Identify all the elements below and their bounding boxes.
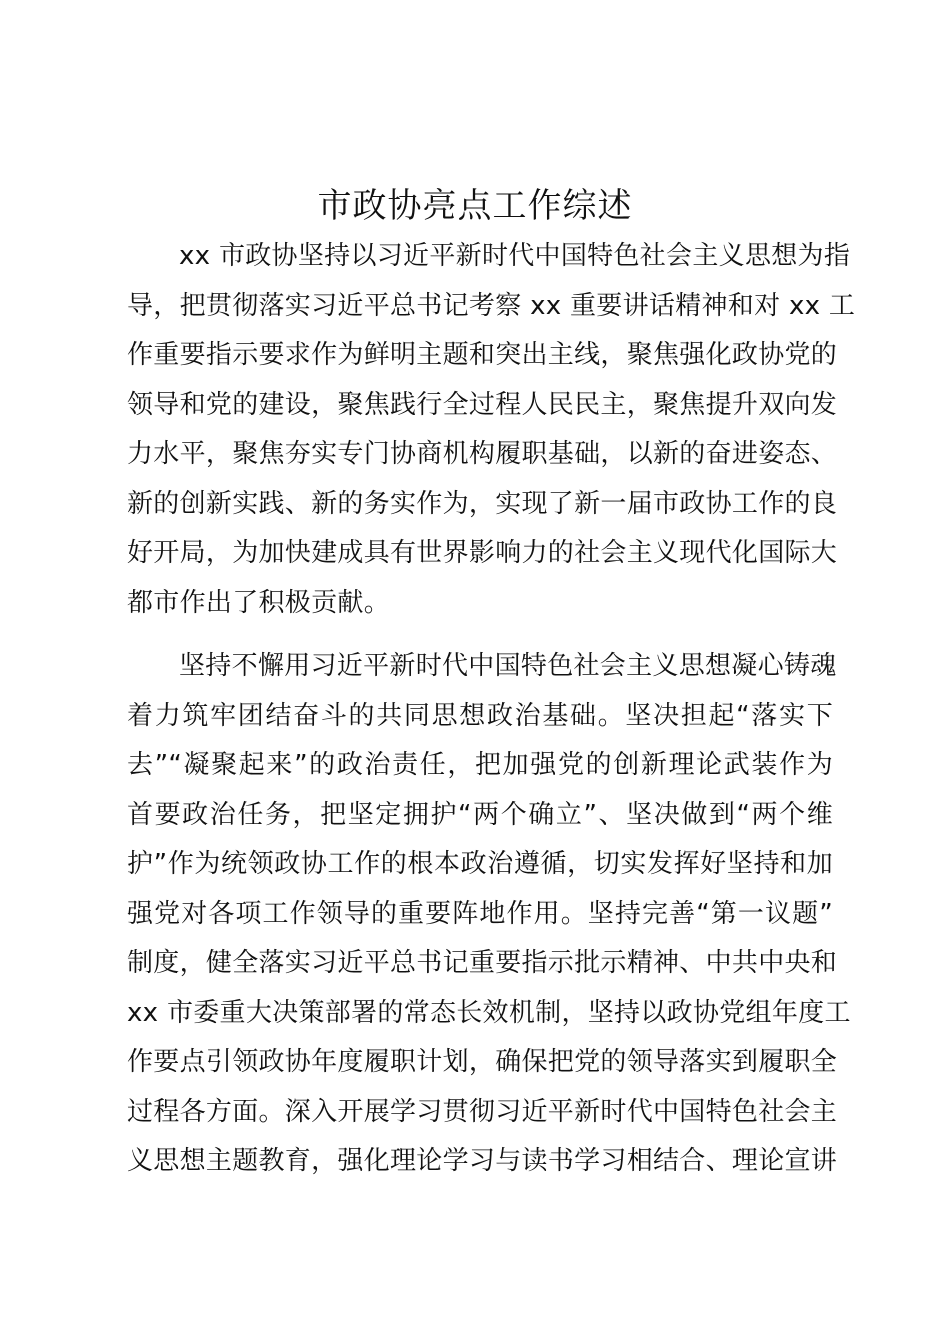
document-title: 市政协亮点工作综述 — [317, 186, 633, 226]
paragraph-line: 强党对各项工作领导的重要阵地作用。坚持完善“第一议题” — [127, 898, 833, 929]
paragraph-2 — [127, 642, 851, 1187]
paragraph-line: 作要点引领政协年度履职计划，确保把党的领导落实到履职全 — [127, 1047, 838, 1077]
paragraph-line: 坚持不懈用习近平新时代中国特色社会主义思想凝心铸魂 — [179, 651, 837, 681]
paragraph-line: xx 市政协坚持以习近平新时代中国特色社会主义思想为指 — [179, 241, 851, 271]
paragraph-line: 领导和党的建设，聚焦践行全过程人民民主，聚焦提升双向发 — [127, 389, 838, 420]
paragraph-line: 好开局，为加快建成具有世界影响力的社会主义现代化国际大 — [127, 538, 838, 568]
paragraph-line: 制度，健全落实习近平总书记重要指示批示精神、中共中央和 — [127, 948, 838, 978]
paragraph-line: 新的创新实践、新的务实作为，实现了新一届市政协工作的良 — [127, 488, 838, 519]
paragraph-line: 义思想主题教育，强化理论学习与读书学习相结合、理论宣讲 — [127, 1146, 838, 1176]
paragraph-line: 护”作为统领政协工作的根本政治遵循，切实发挥好坚持和加 — [127, 849, 833, 879]
paragraph-line: 去”“凝聚起来”的政治责任，把加强党的创新理论武装作为 — [127, 750, 833, 780]
paragraph-1 — [127, 232, 856, 628]
paragraph-line: 过程各方面。深入开展学习贯彻习近平新时代中国特色社会主 — [127, 1096, 838, 1127]
paragraph-line: 都市作出了积极贡献。 — [127, 587, 391, 618]
paragraph-line: 着力筑牢团结奋斗的共同思想政治基础。坚决担起“落实下 — [127, 700, 833, 731]
paragraph-line: 导，把贯彻落实习近平总书记考察 xx 重要讲话精神和对 xx 工 — [127, 290, 856, 321]
document-body — [127, 232, 856, 1201]
paragraph-line: 首要政治任务，把坚定拥护“两个确立”、坚决做到“两个维 — [127, 799, 833, 830]
paragraph-line: 作重要指示要求作为鲜明主题和突出主线，聚焦强化政协党的 — [127, 340, 838, 370]
paragraph-line: 力水平，聚焦夯实专门协商机构履职基础，以新的奋进姿态、 — [127, 439, 838, 469]
paragraph-line: xx 市委重大决策部署的常态长效机制，坚持以政协党组年度工 — [127, 997, 851, 1028]
